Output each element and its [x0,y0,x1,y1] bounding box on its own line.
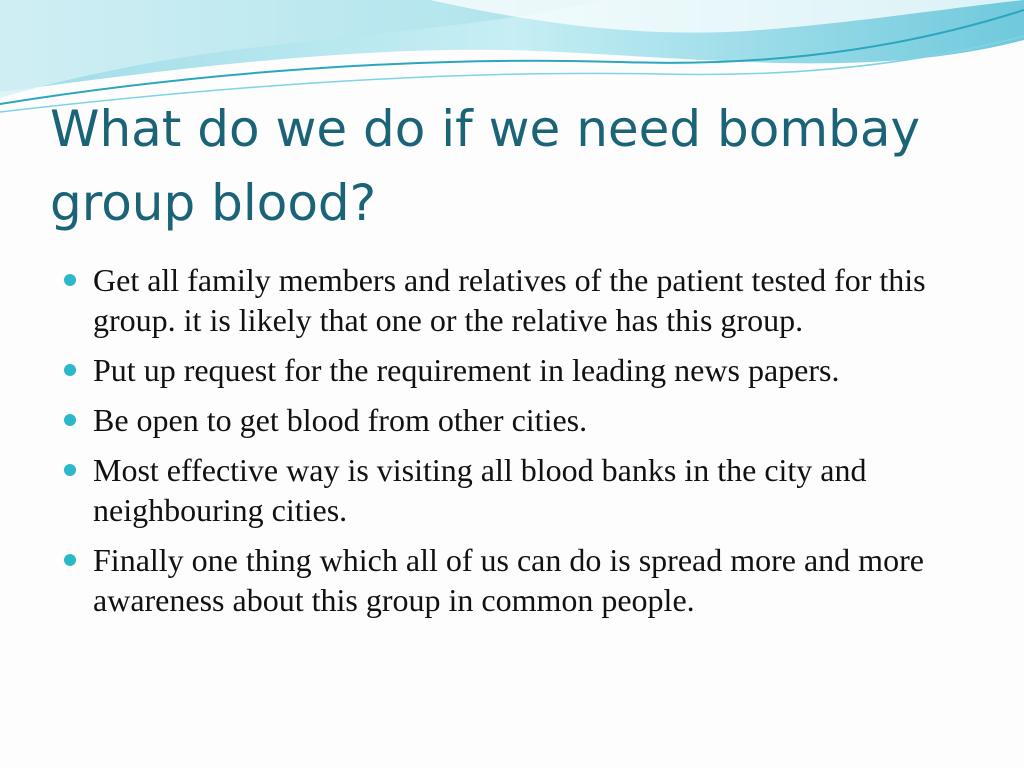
bullet-text: Finally one thing which all of us can do is spread more and more awareness about this group in common people. [93,542,924,618]
bullet-icon [64,464,76,476]
bullet-item-blood-banks [62,450,972,530]
bullet-icon [64,554,76,566]
bullet-item-awareness [62,540,972,620]
bullet-text: Most effective way is visiting all blood banks in the city and neighbouring cities. [93,452,867,528]
bullet-text: Get all family members and relatives of the patient tested for this group. it is likely that one or the relative has this group. [93,262,926,338]
bullet-text: Be open to get blood from other cities. [93,402,588,438]
bullet-item-other-cities [62,400,972,440]
bullet-icon [64,364,76,376]
bullet-icon [64,414,76,426]
bullet-item-news-papers [62,350,972,390]
bullet-item-family-testing [62,260,972,340]
slide-title: What do we do if we need bombay group blood? [50,100,921,232]
bullet-list [62,260,972,630]
bullet-text: Put up request for the requirement in leading news papers. [93,352,840,388]
bullet-icon [64,274,76,286]
